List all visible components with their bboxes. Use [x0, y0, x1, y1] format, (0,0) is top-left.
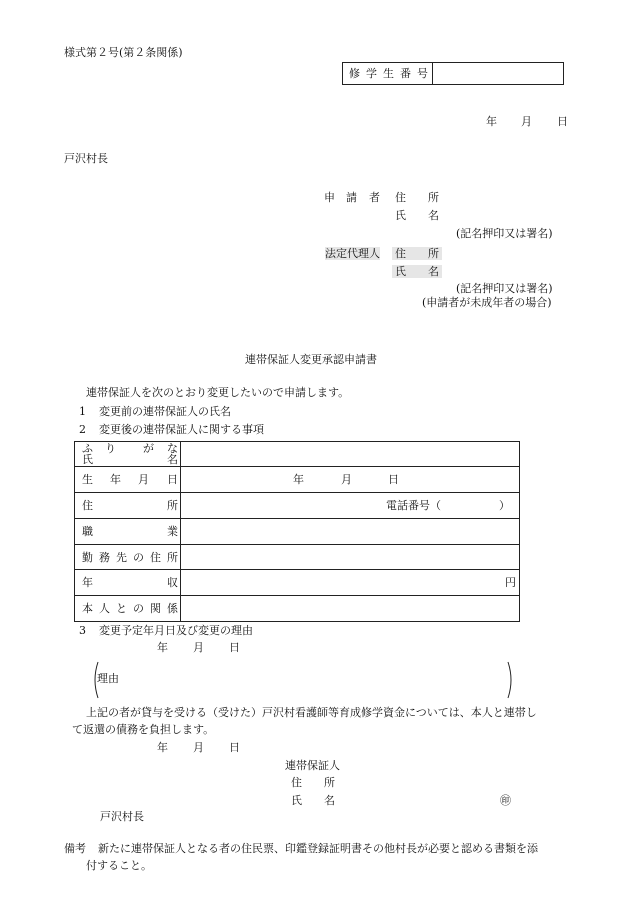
date-top-day: 日	[557, 115, 568, 128]
seal-mark: ㊞	[500, 794, 511, 807]
date-change-day: 日	[229, 641, 240, 654]
phone-close: ）	[499, 499, 510, 512]
applicant-role-1: 申	[324, 191, 335, 204]
applicant-sign-note: (記名押印又は署名)	[456, 227, 553, 240]
date-change-month: 月	[193, 641, 204, 654]
addressee-top: 戸沢村長	[64, 152, 108, 165]
applicant-address-1: 住	[395, 191, 406, 204]
income-field[interactable]	[181, 570, 520, 596]
legal-rep-name-1: 氏	[395, 265, 406, 278]
address-label: 住 所	[75, 493, 181, 519]
table-row-income	[75, 570, 520, 596]
relation-field[interactable]	[181, 596, 520, 622]
applicant-address-2: 所	[428, 191, 439, 204]
applicant-role-2: 請	[346, 191, 357, 204]
date-change-year: 年	[157, 641, 168, 654]
guarantor-name-1: 氏	[291, 794, 302, 807]
table-row-workplace	[75, 545, 520, 570]
guarantee-text-line1: 上記の者が貸与を受ける（受けた）戸沢村看護師等育成修学資金については、本人と連帯し	[86, 706, 537, 719]
item1-number: 1	[79, 405, 86, 418]
remarks-line1: 新たに連帯保証人となる者の住民票、印鑑登録証明書その他村長が必要と認める書類を添	[98, 842, 538, 855]
table-row-relation	[75, 596, 520, 622]
legal-rep-name-2: 名	[428, 265, 439, 278]
guarantor-address-2: 所	[324, 776, 335, 789]
item1-text: 変更前の連帯保証人の氏名	[99, 405, 231, 418]
legal-rep-sign-note: (記名押印又は署名)	[456, 282, 553, 295]
occupation-field[interactable]	[181, 519, 520, 545]
date-top-month: 月	[521, 115, 532, 128]
furigana-name-field[interactable]	[181, 442, 520, 467]
birthdate-field[interactable]: 年 月 日	[181, 467, 520, 493]
item3-text: 変更予定年月日及び変更の理由	[99, 624, 253, 637]
furigana-name-label: ふ り が な 氏 名	[75, 442, 181, 467]
table-row-furigana-name	[75, 442, 520, 467]
legal-rep-address-2: 所	[428, 247, 439, 260]
applicant-name-1: 氏	[395, 209, 406, 222]
student-number-box	[342, 62, 564, 85]
date-guarantee-year: 年	[157, 741, 168, 754]
item2-text: 変更後の連帯保証人に関する事項	[99, 423, 264, 436]
legal-rep-minor-note: (申請者が未成年者の場合)	[422, 296, 552, 309]
student-number-label: 修 学 生 番 号	[343, 63, 433, 84]
income-unit: 円	[505, 576, 516, 589]
reason-brackets	[90, 660, 520, 700]
table-row-birthdate	[75, 467, 520, 493]
address-field[interactable]	[181, 493, 520, 519]
date-guarantee-month: 月	[193, 741, 204, 754]
date-guarantee-day: 日	[229, 741, 240, 754]
guarantor-table	[74, 441, 520, 622]
phone-label: 電話番号（	[386, 499, 441, 512]
occupation-label: 職 業	[75, 519, 181, 545]
relation-label: 本 人 と の 関 係	[75, 596, 181, 622]
workplace-field[interactable]	[181, 545, 520, 570]
birthdate-label: 生 年 月 日	[75, 467, 181, 493]
legal-rep-address-1: 住	[395, 247, 406, 260]
applicant-name-2: 名	[428, 209, 439, 222]
item2-number: 2	[79, 423, 86, 436]
workplace-label: 勤 務 先 の 住 所	[75, 545, 181, 570]
guarantee-text-line2: て返還の債務を負担します。	[72, 723, 215, 736]
item3-number: 3	[79, 624, 86, 637]
addressee-bottom: 戸沢村長	[100, 810, 144, 823]
page-title: 連帯保証人変更承認申請書	[245, 353, 377, 366]
income-label: 年 収	[75, 570, 181, 596]
intro-text: 連帯保証人を次のとおり変更したいので申請します。	[86, 386, 350, 399]
legal-rep-role: 法定代理人	[325, 247, 380, 260]
guarantor-title: 連帯保証人	[285, 759, 340, 772]
remarks-label: 備考	[64, 842, 86, 855]
form-number: 様式第２号(第２条関係)	[64, 46, 183, 59]
guarantor-name-2: 名	[324, 794, 335, 807]
table-row-occupation	[75, 519, 520, 545]
table-row-address	[75, 493, 520, 519]
remarks-line2: 付すること。	[86, 859, 152, 872]
date-top-year: 年	[486, 115, 497, 128]
applicant-role-3: 者	[369, 191, 380, 204]
guarantor-address-1: 住	[291, 776, 302, 789]
reason-label: 理由	[97, 672, 119, 685]
